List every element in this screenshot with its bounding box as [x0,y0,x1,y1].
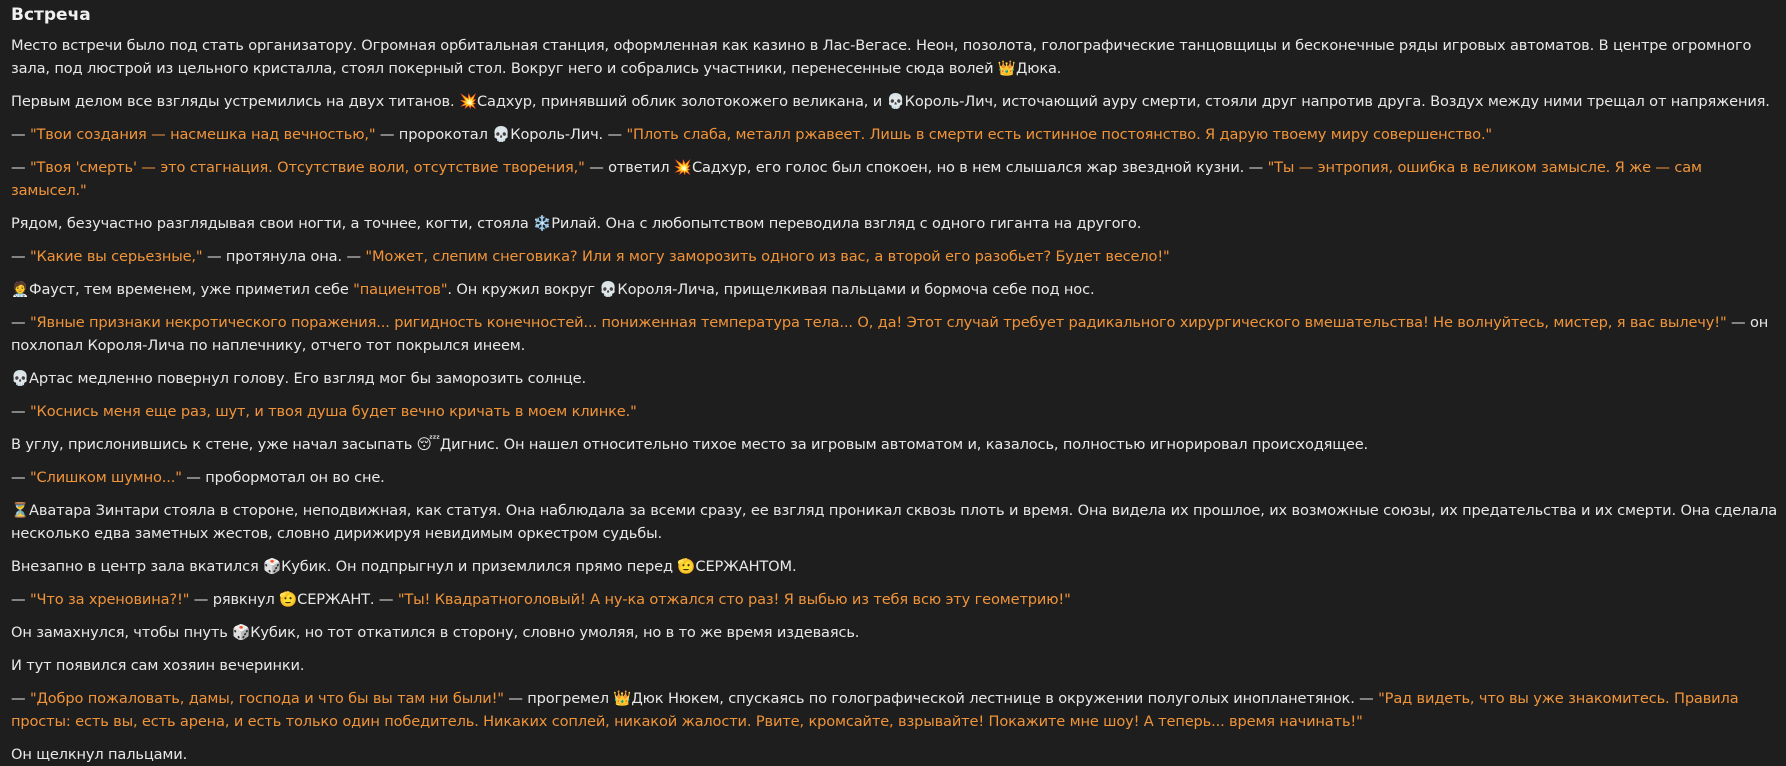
narration-text: СЕРЖАНТ. — [297,591,398,608]
paragraph [11,212,1781,235]
dialogue-quote: "Плоть слаба, металл ржавеет. Лишь в смерти есть истинное постоянство. Я дарую твоему миру совершенство." [626,126,1492,143]
narration-text: Он щелкнул пальцами. [11,746,188,763]
dialogue-quote: "Слишком шумно..." [29,469,182,486]
narration-text: — [11,159,30,176]
paragraph [11,367,1781,390]
paragraph [11,156,1781,202]
narration-text: В углу, прислонившись к стене, уже начал засыпать [11,436,417,453]
narration-text: — [11,403,30,420]
narration-text: — [11,314,30,331]
paragraph [11,90,1781,113]
character-emoji-icon: 💥 [673,159,692,176]
dialogue-quote: "Ты — энтропия, ошибка в великом замысле. Я же — сам замысел." [11,159,1702,199]
dialogue-quote: "Ты! Квадратноголовый! А ну-ка отжался сто раз! Я выбью из тебя всю эту геометрию!" [397,591,1071,608]
paragraph [11,466,1781,489]
paragraph [11,245,1781,268]
character-emoji-icon: 💀 [886,93,905,110]
dialogue-quote: "пациентов" [353,281,448,298]
narration-text: Внезапно в центр зала вкатился [11,558,264,575]
narration-text: — [11,469,30,486]
narration-text: — прогремел [503,690,614,707]
paragraph [11,687,1781,733]
document [11,4,1781,766]
narration-text: — [11,690,30,707]
paragraph [11,400,1781,423]
narration-text: Рядом, безучастно разглядывая свои ногти, а точнее, когти, стояла [11,215,534,232]
character-emoji-icon: 💀 [11,370,30,387]
narration-text: — [11,126,30,143]
narration-text: Садхур, его голос был спокоен, но в нем слышался жар звездной кузни. — [691,159,1268,176]
narration-text: Король-Лич, источающий ауру смерти, стояли друг напротив друга. Воздух между ними трещал от напряжения. [904,93,1770,110]
narration-text: И тут появился сам хозяин вечеринки. [11,657,305,674]
narration-text: Дигнис. Он нашел относительно тихое место за игровым автоматом и, казалось, полностью игнорировал происходящее. [439,436,1369,453]
character-emoji-icon: ❄️ [533,215,552,232]
character-emoji-icon: 🫡 [279,591,298,608]
character-emoji-icon: 🫡 [677,558,696,575]
narration-text: — он похлопал Короля-Лича по наплечнику, отчего тот покрылся инеем. [11,314,1769,354]
dialogue-quote: "Может, слепим снеговика? Или я могу заморозить одного из вас, а второй его разобьет? Будет весело!" [365,248,1170,265]
character-emoji-icon: ⏳ [11,502,30,519]
narration-text: Кубик, но тот откатился в сторону, словно умоляя, но в то же время издеваясь. [250,624,860,641]
document-title: Встреча [11,5,91,25]
paragraph [11,311,1781,357]
narration-text: Кубик. Он подпрыгнул и приземлился прямо перед [281,558,678,575]
character-emoji-icon: 🎲 [263,558,282,575]
narration-text: — [11,591,30,608]
character-emoji-icon: 💀 [492,126,511,143]
character-emoji-icon: 💥 [458,93,478,110]
narration-text: Аватара Зинтари стояла в стороне, неподвижная, как статуя. Она наблюдала за всеми сразу, ее взгляд проникал сквозь плоть и время. Она видела их прошлое, их возможные союзы, их предательства и их смерти. Она сделала несколько едва заметных жестов, словно дирижируя невидимым оркестром судьбы. [11,502,1778,542]
paragraph [11,555,1781,578]
character-emoji-icon: 👑 [613,690,632,707]
dialogue-quote: "Твоя 'смерть' — это стагнация. Отсутствие воли, отсутствие творения," [29,159,585,176]
narration-text: Он замахнулся, чтобы пнуть [11,624,233,641]
paragraph [11,499,1781,545]
dialogue-quote: "Какие вы серьезные," [29,248,203,265]
character-emoji-icon: 🧑‍⚕️ [11,281,30,298]
narration-text: — рявкнул [189,591,280,608]
narration-text: Артас медленно повернул голову. Его взгляд мог бы заморозить солнце. [29,370,586,387]
dialogue-quote: "Рад видеть, что вы уже знакомитесь. Правила просты: есть вы, есть арена, и есть только один победитель. Никаких соплей, никакой жалости. Рвите, кромсайте, взрывайте! Покажите мне шоу! А теперь... время начинать!" [11,690,1739,730]
narration-text: . Он кружил вокруг [447,281,600,298]
narration-text: Король-Лич. — [510,126,627,143]
character-emoji-icon: 🎲 [232,624,251,641]
narration-text: Место встречи было под стать организатору. Огромная орбитальная станция, оформленная как казино в Лас-Вегасе. Неон, позолота, голографические танцовщицы и бесконечные ряды игровых автоматов. В центре огромного зала, под люстрой из цельного кристалла, стоял покерный стол. Вокруг него и собрались участники, перенесенные сюда волей [11,37,1752,77]
dialogue-quote: "Добро пожаловать, дамы, господа и что бы вы там ни были!" [29,690,504,707]
paragraph [11,123,1781,146]
character-emoji-icon: 😴 [416,436,440,453]
narration-text: — ответил [584,159,674,176]
narration-text: — пророкотал [375,126,493,143]
narration-text: — пробормотал он во сне. [181,469,385,486]
narration-text: Фауст, тем временем, уже приметил себе [29,281,354,298]
narration-text: Дюк Нюкем, спускаясь по голографической лестнице в окружении полуголых инопланетянок. — [631,690,1379,707]
narration-text: — протянула она. — [202,248,366,265]
narration-text: Рилай. Она с любопытством переводила взгляд с одного гиганта на другого. [551,215,1142,232]
dialogue-quote: "Твои создания — насмешка над вечностью," [29,126,376,143]
narration-text: Первым делом все взгляды устремились на двух титанов. [11,93,459,110]
narration-text: Дюка. [1015,60,1062,77]
narration-text: Садхур, принявший облик золотокожего великана, и [477,93,887,110]
narration-text: СЕРЖАНТОМ. [695,558,797,575]
paragraph [11,278,1781,301]
dialogue-quote: "Явные признаки некротического поражения... ригидность конечностей... пониженная температура тела... О, да! Этот случай требует радикального хирургического вмешательства! Не волнуйтесь, мистер, я вас вылечу!" [29,314,1727,331]
character-emoji-icon: 👑 [997,60,1016,77]
paragraph [11,743,1781,766]
paragraph [11,588,1781,611]
dialogue-quote: "Коснись меня еще раз, шут, и твоя душа будет вечно кричать в моем клинке." [29,403,637,420]
character-emoji-icon: 💀 [599,281,618,298]
paragraph [11,34,1781,80]
dialogue-quote: "Что за хреновина?!" [29,591,190,608]
paragraph [11,654,1781,677]
narration-text: — [11,248,30,265]
narration-text: Короля-Лича, прищелкивая пальцами и бормоча себе под нос. [617,281,1095,298]
paragraph [11,621,1781,644]
document-body [11,34,1781,766]
paragraph [11,433,1781,456]
